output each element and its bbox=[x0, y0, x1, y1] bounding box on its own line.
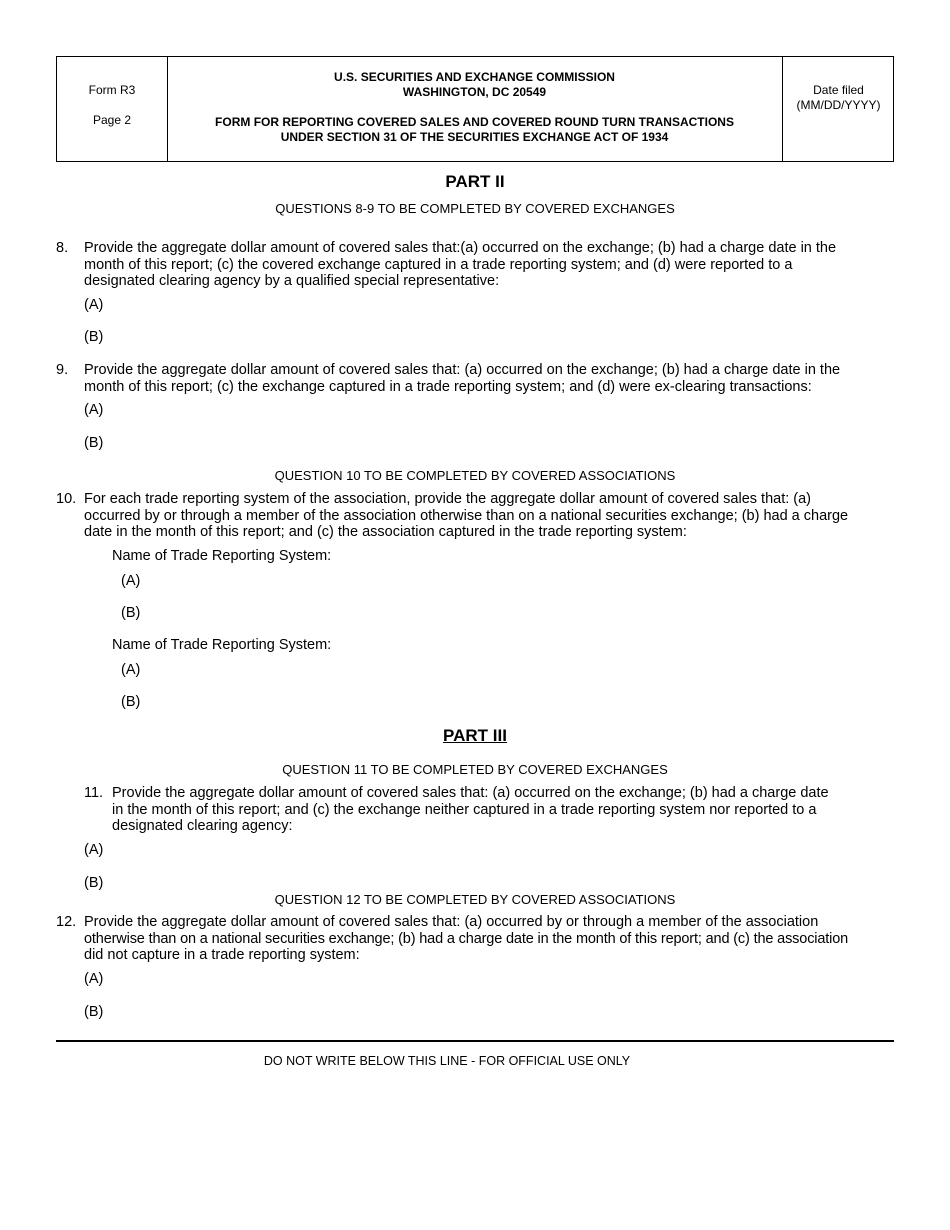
question-8-number: 8. bbox=[56, 240, 69, 256]
question-8-answer-b[interactable]: (B) bbox=[84, 329, 104, 345]
question-9-answer-b[interactable]: (B) bbox=[84, 435, 104, 451]
question-12-line-3: did not capture in a trade reporting system: bbox=[84, 947, 360, 963]
form-title-line-2: UNDER SECTION 31 OF THE SECURITIES EXCHANGE ACT OF 1934 bbox=[280, 130, 669, 144]
question-8-answer-a[interactable]: (A) bbox=[84, 297, 104, 313]
question-8-line-3: designated clearing agency by a qualified special representative: bbox=[84, 273, 500, 289]
question-9-text bbox=[84, 362, 840, 395]
form-id: Form R3 bbox=[88, 83, 136, 97]
section-question-12: QUESTION 12 TO BE COMPLETED BY COVERED ASSOCIATIONS bbox=[274, 892, 676, 907]
question-12-answer-b[interactable]: (B) bbox=[84, 1004, 104, 1020]
trade-reporting-system-1-label: Name of Trade Reporting System: bbox=[112, 548, 332, 564]
question-11-number: 11. bbox=[84, 785, 104, 801]
form-title-cell bbox=[167, 57, 782, 161]
question-11-line-2: in the month of this report; and (c) the exchange neither captured in a trade reporting system nor reported to a bbox=[112, 801, 817, 818]
question-10-number: 10. bbox=[56, 491, 77, 507]
question-8-line-1: Provide the aggregate dollar amount of covered sales that:(a) occurred on the exchange; (b) had a charge date in the bbox=[84, 240, 837, 256]
form-title bbox=[167, 115, 782, 145]
question-9-line-1: Provide the aggregate dollar amount of covered sales that: (a) occurred on the exchange; (b) had a charge date in the bbox=[84, 362, 841, 378]
agency-name bbox=[167, 70, 782, 100]
form-header bbox=[56, 56, 894, 162]
question-12-line-2: otherwise than on a national securities exchange; (b) had a charge date in the month of this report; and (c) the association bbox=[84, 930, 849, 947]
date-filed-text: Date filed bbox=[813, 83, 864, 97]
form-title-line-1: FORM FOR REPORTING COVERED SALES AND COVERED ROUND TURN TRANSACTIONS bbox=[215, 115, 734, 129]
section-question-11: QUESTION 11 TO BE COMPLETED BY COVERED EXCHANGES bbox=[282, 762, 668, 777]
question-8-text bbox=[84, 240, 836, 290]
question-10-line-3: date in the month of this report; and (c) the association captured in the trade reporting system: bbox=[84, 524, 687, 540]
trade-reporting-system-2-label: Name of Trade Reporting System: bbox=[112, 637, 332, 653]
question-10-text bbox=[84, 491, 848, 541]
date-filed-cell[interactable] bbox=[782, 57, 894, 161]
question-11-line-3: designated clearing agency: bbox=[112, 818, 293, 834]
section-question-10: QUESTION 10 TO BE COMPLETED BY COVERED ASSOCIATIONS bbox=[274, 468, 676, 483]
official-use-notice: DO NOT WRITE BELOW THIS LINE - FOR OFFICIAL USE ONLY bbox=[263, 1054, 631, 1068]
question-10-line-2: occurred by or through a member of the association otherwise than on a national securities exchange; (b) had a charge bbox=[84, 507, 849, 524]
trs-1-answer-b[interactable]: (B) bbox=[121, 605, 141, 621]
section-questions-8-9: QUESTIONS 8-9 TO BE COMPLETED BY COVERED EXCHANGES bbox=[275, 201, 675, 216]
question-9-answer-a[interactable]: (A) bbox=[84, 402, 104, 418]
form-id-cell bbox=[57, 57, 168, 161]
question-12-text bbox=[84, 914, 848, 964]
part-3-heading: PART III bbox=[443, 726, 507, 745]
date-filed-format: (MM/DD/YYYY) bbox=[796, 98, 881, 112]
question-11-line-1: Provide the aggregate dollar amount of covered sales that: (a) occurred on the exchange; (b) had a charge date bbox=[112, 785, 829, 801]
question-9-number: 9. bbox=[56, 362, 69, 378]
official-use-divider bbox=[56, 1040, 894, 1042]
question-9-line-2: month of this report; (c) the exchange captured in a trade reporting system; and (d) were ex-clearing transactions: bbox=[84, 378, 812, 395]
date-filed-label bbox=[783, 83, 894, 113]
question-10-line-1: For each trade reporting system of the association, provide the aggregate dollar amount of covered sales that: (a) bbox=[84, 491, 812, 507]
question-12-number: 12. bbox=[56, 914, 77, 930]
question-11-answer-b[interactable]: (B) bbox=[84, 875, 104, 891]
question-11-answer-a[interactable]: (A) bbox=[84, 842, 104, 858]
page-number: Page 2 bbox=[92, 113, 132, 127]
agency-line-1: U.S. SECURITIES AND EXCHANGE COMMISSION bbox=[334, 70, 615, 84]
question-11-text bbox=[112, 785, 829, 835]
question-12-answer-a[interactable]: (A) bbox=[84, 971, 104, 987]
trs-1-answer-a[interactable]: (A) bbox=[121, 573, 141, 589]
trs-2-answer-b[interactable]: (B) bbox=[121, 694, 141, 710]
agency-line-2: WASHINGTON, DC 20549 bbox=[402, 85, 547, 99]
trs-2-answer-a[interactable]: (A) bbox=[121, 662, 141, 678]
question-12-line-1: Provide the aggregate dollar amount of covered sales that: (a) occurred by or through a member of the association bbox=[84, 914, 819, 930]
part-2-heading: PART II bbox=[445, 172, 505, 191]
question-8-line-2: month of this report; (c) the covered exchange captured in a trade reporting system; and (d) were reported to a bbox=[84, 256, 793, 273]
